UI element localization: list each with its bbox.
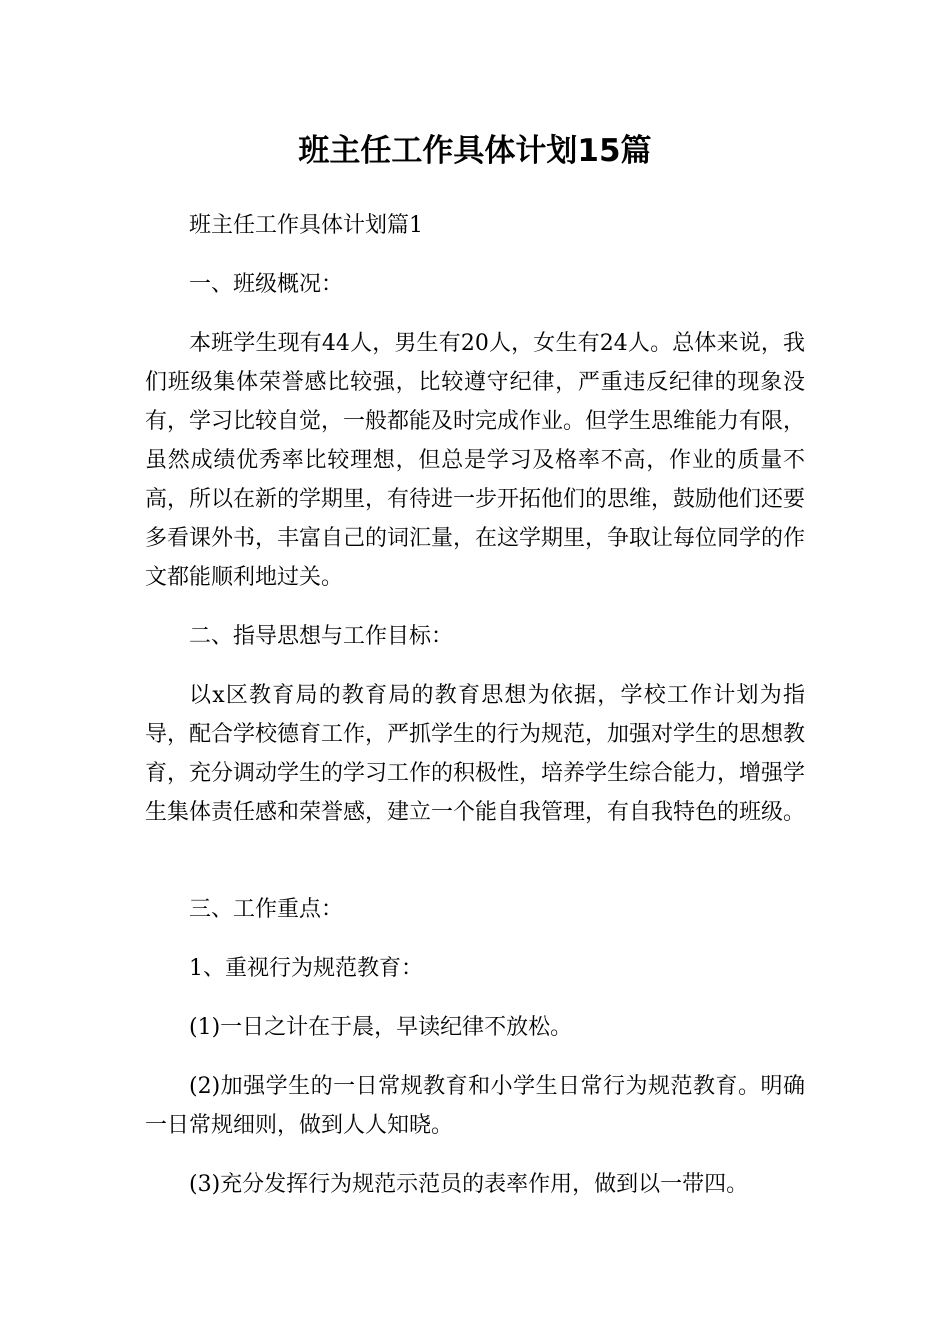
body-paragraph: 本班学生现有44人，男生有20人，女生有24人。总体来说，我们班级集体荣誉感比较强，比较遵守纪律，严重违反纪律的现象没有，学习比较自觉，一般都能及时完成作业。但学生思维能力有限，虽然成绩优秀率比较理想，但总是学习及格率不高，作业的质量不高，所以在新的学期里，有待进一步开拓他们的思维，鼓励他们还要多看课外书，丰富自己的词汇量，在这学期里，争取让每位同学的作文都能顺利地过关。 [145, 331, 806, 590]
list-item: (1)一日之计在于晨，早读纪律不放松。 [189, 1015, 573, 1040]
section-heading: 一、班级概况： [189, 272, 344, 297]
section-heading: 三、工作重点： [189, 897, 344, 922]
list-item: (2)加强学生的一日常规教育和小学生日常行为规范教育。明确一日常规细则，做到人人知晓。 [145, 1074, 805, 1138]
list-heading: 1、重视行为规范教育： [189, 956, 423, 981]
section-heading: 二、指导思想与工作目标： [189, 624, 454, 649]
section-heading: 班主任工作具体计划篇1 [189, 213, 423, 238]
document-title: 班主任工作具体计划15篇 [298, 133, 652, 169]
list-item: (3)充分发挥行为规范示范员的表率作用，做到以一带四。 [189, 1172, 749, 1197]
body-paragraph: 以x区教育局的教育局的教育思想为依据，学校工作计划为指导，配合学校德育工作，严抓学生的行为规范，加强对学生的思想教育，充分调动学生的学习工作的积极性，培养学生综合能力，增强学生集体责任感和荣誉感，建立一个能自我管理，有自我特色的班级。 [145, 683, 806, 825]
